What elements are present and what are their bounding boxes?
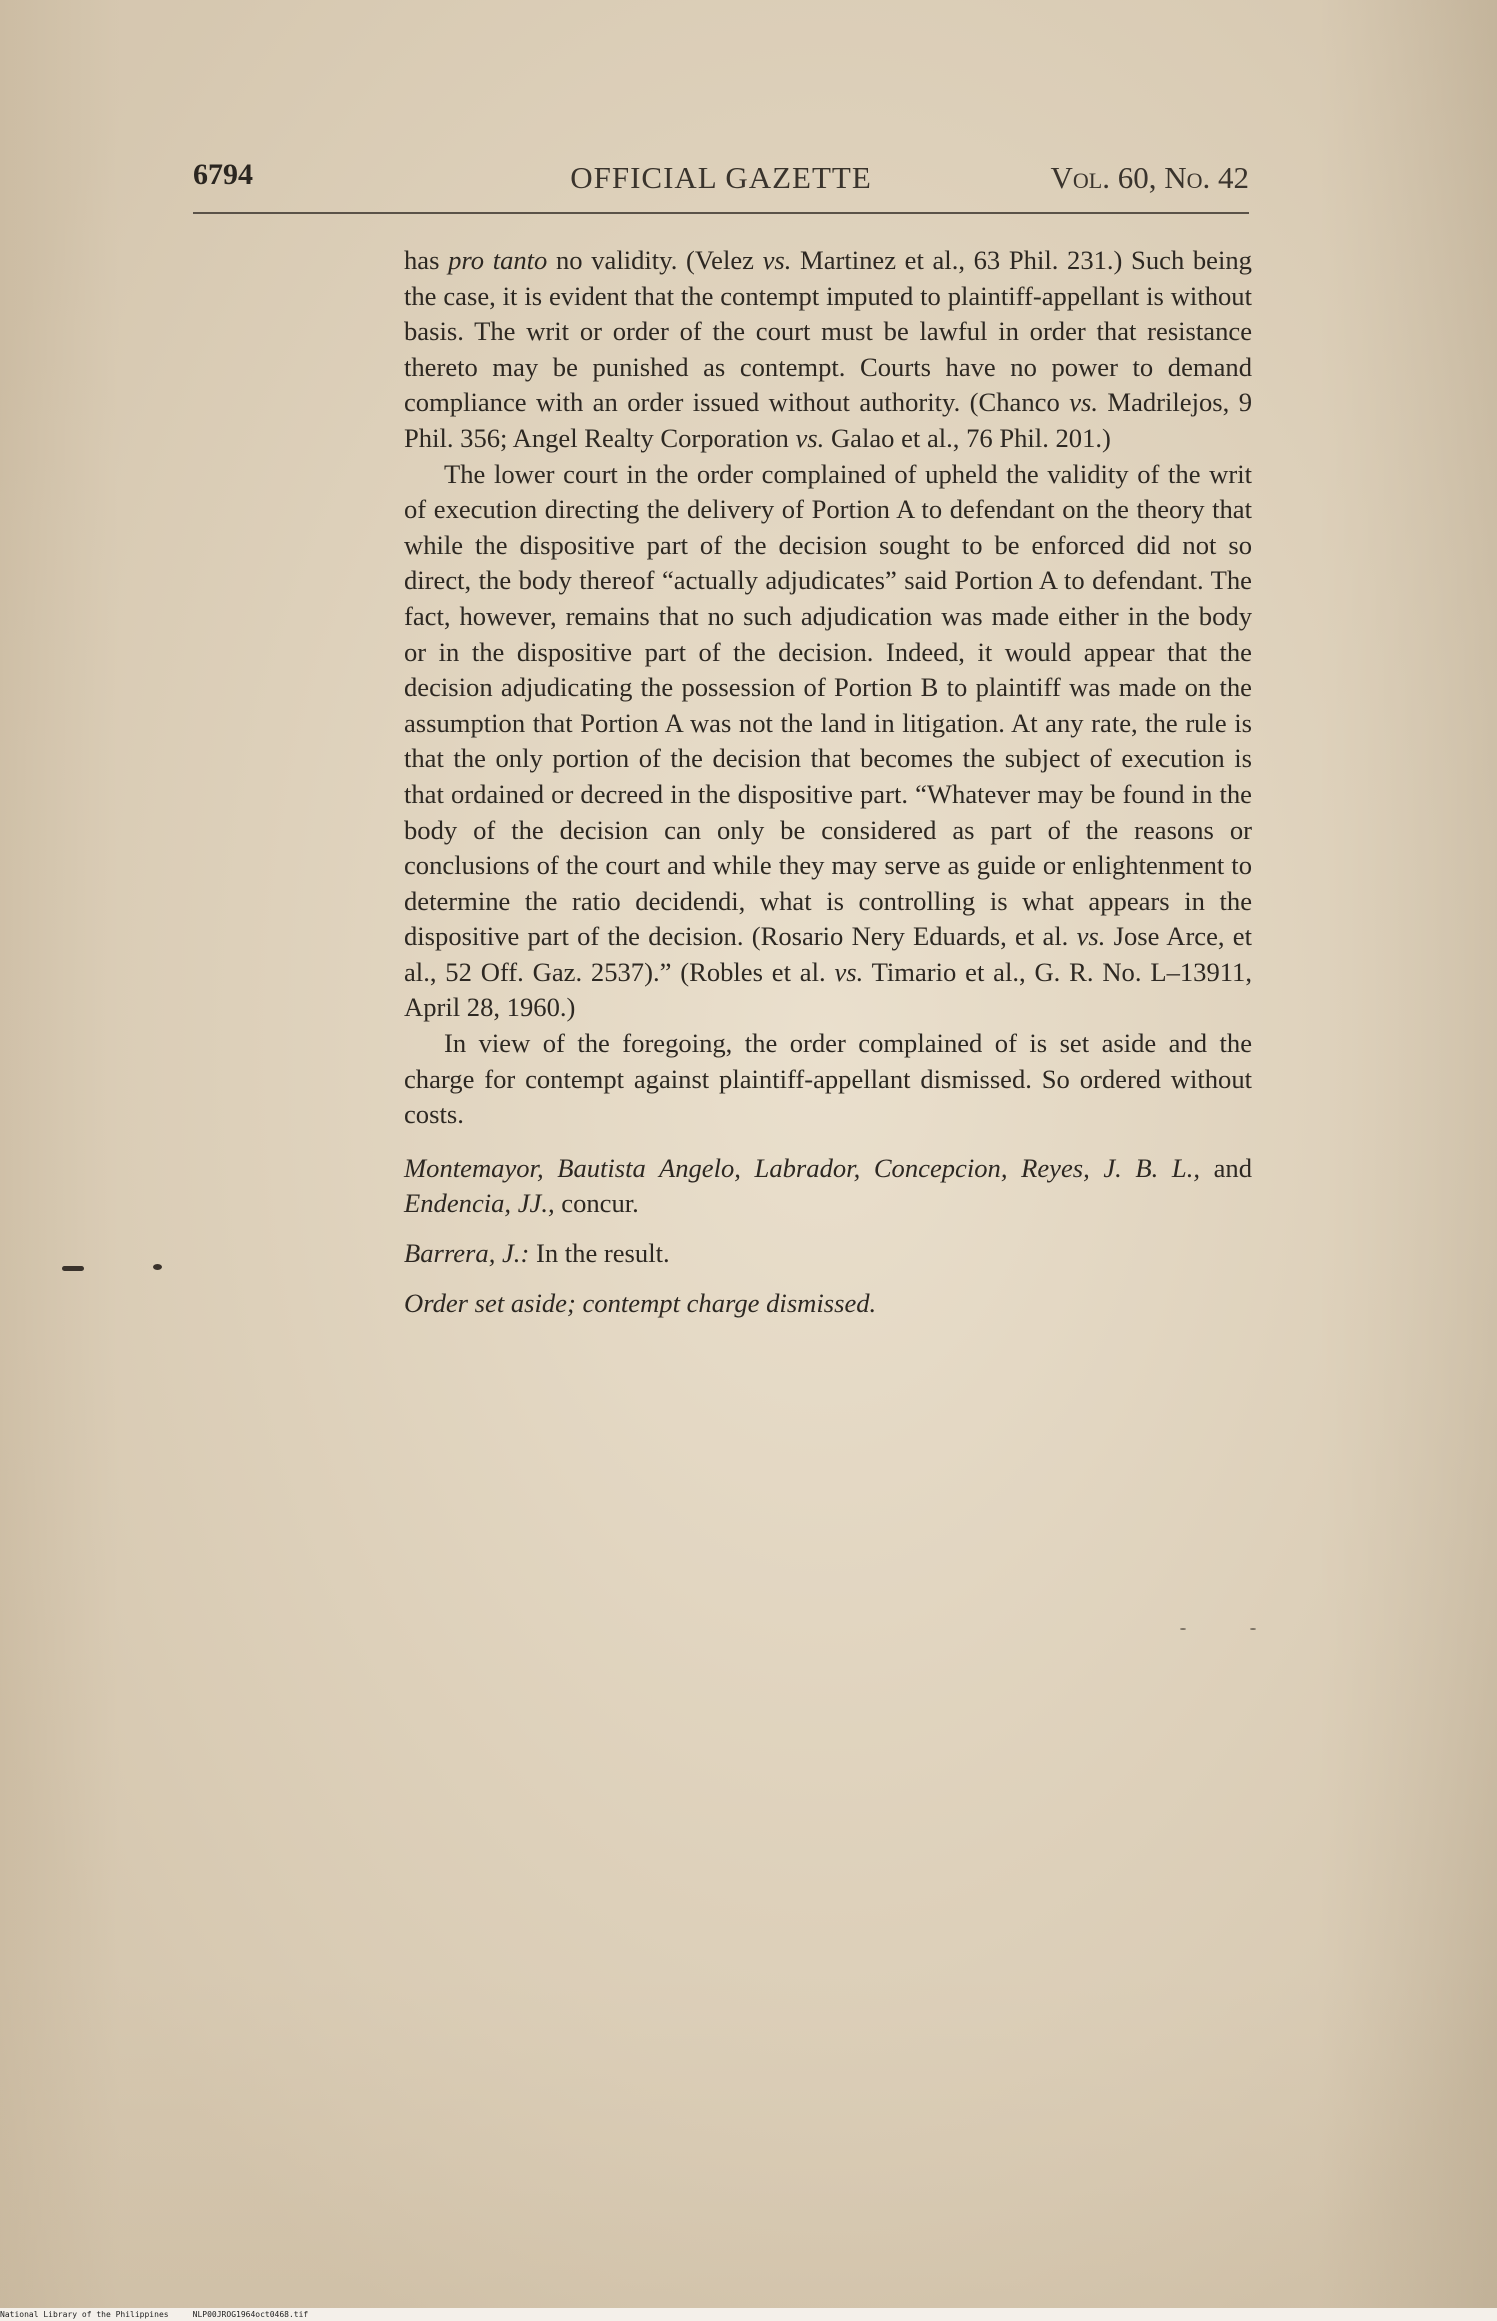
paragraph-1 xyxy=(404,243,1252,457)
separate-opinion xyxy=(404,1236,1252,1272)
text-run: Jose Arce, et al., 52 Off. Gaz. 2537).” (Robles et al. xyxy=(404,921,1252,987)
text-run: has xyxy=(404,245,449,275)
text-run: Galao et al., 76 Phil. 201.) xyxy=(824,422,1111,453)
ink-spot xyxy=(62,1266,84,1271)
page-header xyxy=(193,158,1249,208)
justice-name: Barrera, J.: xyxy=(404,1238,530,1269)
paragraph-2 xyxy=(404,457,1252,1027)
text-run-italic: vs. xyxy=(834,956,864,987)
body-text xyxy=(404,243,1252,1321)
ink-spot xyxy=(153,1264,162,1270)
scan-footer: National Library of the Philippines NLP00JROG1964oct0468.tif xyxy=(0,2308,1497,2321)
text-run-italic: vs. xyxy=(795,422,825,453)
ink-spot xyxy=(1250,1628,1256,1630)
text-run: concur. xyxy=(554,1188,639,1219)
text-run: no validity. (Velez xyxy=(547,245,763,275)
ink-spot xyxy=(1180,1628,1186,1630)
text-run-italic: pro tanto xyxy=(448,245,548,275)
text-run: In the result. xyxy=(529,1238,670,1269)
text-run: Timario et al., G. R. No. L–13911, April 28, 1960.) xyxy=(404,956,1253,1023)
disposition: Order set aside; contempt charge dismissed. xyxy=(404,1287,877,1318)
page-number: 6794 xyxy=(193,158,253,191)
text-run-italic: vs. xyxy=(762,245,792,275)
gazette-title: OFFICIAL GAZETTE xyxy=(570,160,872,195)
text-run: The lower court in the order complained of upheld the validity of the writ of execution directing the delivery of Portion A to defendant on the theory that while the dispositive part of the decision sought to be enforced did not so direct, the body thereof “actually adjudicates” said Portion A to defendant. The fact, however, remains that no such adjudication was made either in the body or in the dispositive part of the decision. Indeed, it would appear that the decision adjudicating the possession of Portion B to plaintiff was made on the assumption that Portion A was not the land in litigation. At any rate, the rule is that the only portion of the decision that becomes the subject of execution is that ordained or decreed in the dispositive part. “Whatever may be found in the body of the decision can only be considered as part of the reasons or conclusions of the court and while they may serve as guide or enlightenment to determine the ratio decidendi, what is controlling is what appears in the dispositive part of the decision. (Rosario Nery Eduards, et al. xyxy=(404,458,1252,952)
concurrence xyxy=(404,1151,1252,1222)
volume-info: Vol. 60, No. 42 xyxy=(1050,160,1249,195)
text-run: Martinez et al., 63 Phil. 231.) Such being the case, it is evident that the contempt imputed to plaintiff-appellant is without basis. The writ or order of the court must be lawful in order that resistance thereto may be punished as contempt. Courts have no power to demand compliance with an order issued without authority. (Chanco xyxy=(404,245,1252,418)
text-run: Madrilejos, 9 Phil. 356; Angel Realty Corporation xyxy=(404,387,1253,453)
text-run: and xyxy=(1200,1152,1253,1183)
text-run-italic: vs. xyxy=(1069,387,1098,418)
paragraph-3: In view of the foregoing, the order complained of is set aside and the charge for contempt against plaintiff-appellant dismissed. So ordered without costs. xyxy=(404,1028,1252,1130)
justices-names: Montemayor, Bautista Angelo, Labrador, Concepcion, Reyes, J. B. L., xyxy=(404,1152,1200,1183)
text-run-italic: vs. xyxy=(1076,921,1106,952)
justices-names: Endencia, JJ., xyxy=(404,1188,555,1219)
header-rule xyxy=(193,212,1249,214)
